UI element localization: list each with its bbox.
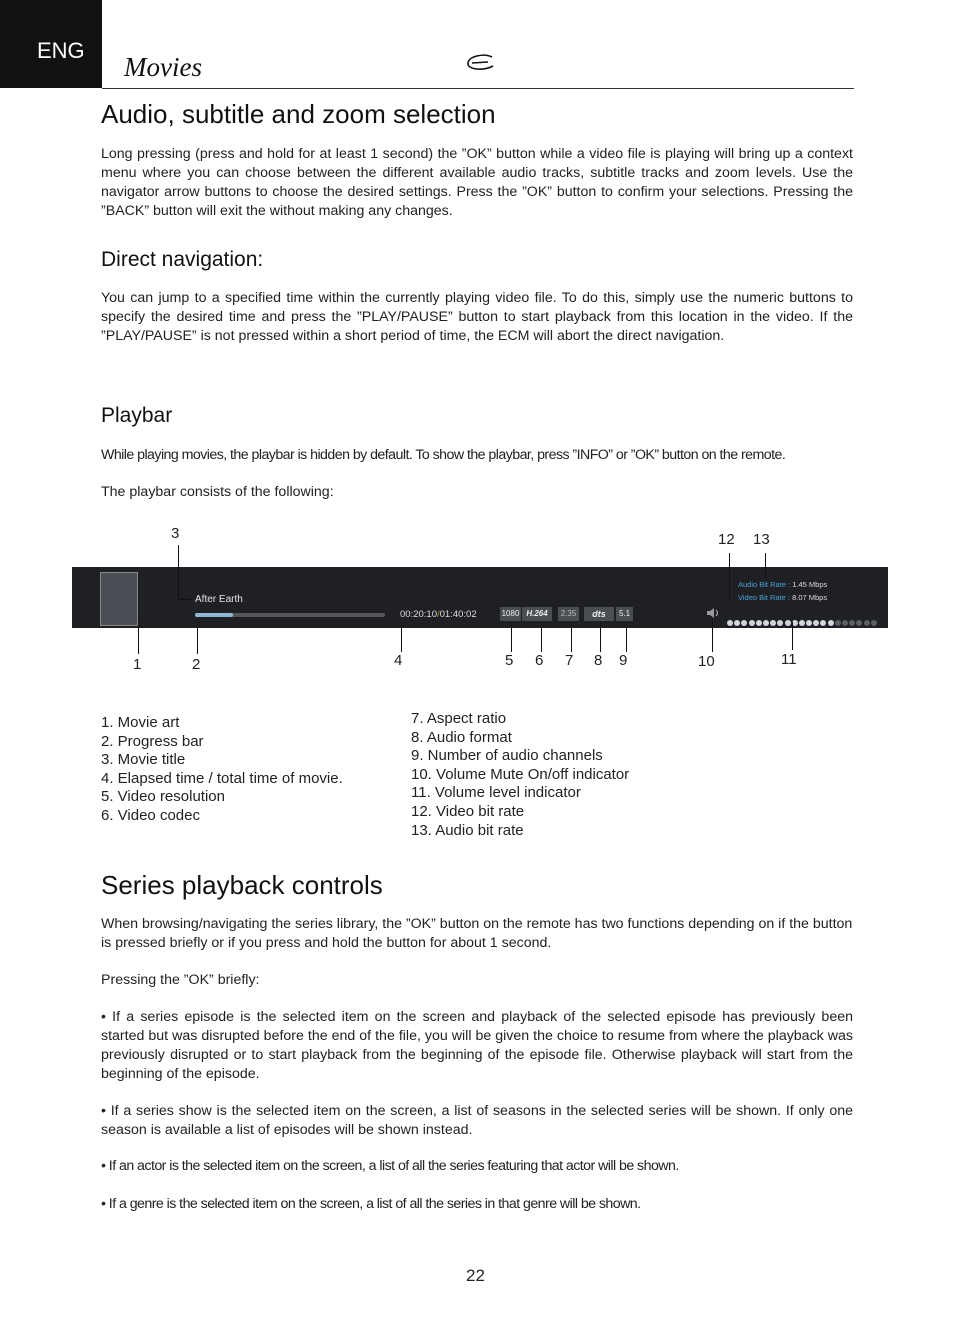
legend-item: 7. Aspect ratio [411,710,507,727]
callout-line-8 [600,622,601,652]
volume-level-indicator [727,611,878,630]
legend-item: 9. Number of audio channels [411,747,603,765]
playbar-movie-title: After Earth [195,594,243,605]
volume-dot [741,620,747,626]
series-bullet-actor: • If an actor is the selected item on the screen, a list of all the series featuring that actor will be shown. [101,1158,679,1174]
audio-bit-rate [738,580,827,589]
codec-badge: H.264 [522,607,552,621]
volume-dot [820,620,826,626]
volume-dot [785,620,791,626]
playbar-consists: The playbar consists of the following: [101,484,334,500]
legend-item: 8. Audio format [411,728,512,746]
volume-dot [777,620,783,626]
callout-line-9 [626,622,627,652]
callout-number-8: 8 [594,652,603,669]
volume-dot [813,620,819,626]
callout-line-10 [712,622,713,652]
resolution-badge: 1080 [500,607,521,621]
callout-line-3b [178,599,192,600]
video-bit-rate [738,593,827,602]
elapsed-time [400,609,477,620]
series-bullet-genre: • If a genre is the selected item on the screen, a list of all the series in that genre will be shown. [101,1196,641,1212]
legend-item: 5. Video resolution [101,788,225,806]
language-label: ENG [37,38,85,63]
total-value: 01:40:02 [439,609,477,620]
callout-number-4: 4 [394,652,403,669]
video-rate-label: Video Bit Rate : [738,593,790,602]
callout-line-3 [178,545,179,599]
speaker-icon [706,607,720,622]
callout-number-10: 10 [698,653,715,670]
video-rate-value: 8.07 Mbps [792,593,828,602]
callout-line-6 [541,622,542,652]
audio-rate-value: 1.45 Mbps [792,580,828,589]
callout-number-3: 3 [171,525,180,542]
volume-dot [763,620,769,626]
audio-format-badge: dts [584,607,614,621]
callout-number-7: 7 [565,652,574,669]
volume-dot [871,620,877,626]
legend-left [101,714,343,826]
legend-item: 13. Audio bit rate [411,821,524,839]
page-number: 22 [466,1266,485,1285]
language-tab [0,0,102,88]
callout-number-13: 13 [753,531,770,548]
direct-nav-heading: Direct navigation: [101,248,264,271]
callout-line-7 [571,622,572,652]
legend-item: 1. Movie art [101,714,180,731]
audio-section-body: Long pressing (press and hold for at least 1 second) the ”OK” button while a video file is playing will bring up a context menu where you can choose between the different available audio tracks, subtitle tracks and zoom levels. Use the navigator arrow buttons to choose the desired settings. Press the ”OK” button to confirm your selections. Pressing the ”BACK” button will exit the without making any changes. [101,146,853,219]
callout-line-5 [511,622,512,652]
callout-number-5: 5 [505,652,514,669]
callout-line-13 [765,553,766,578]
callout-number-12: 12 [718,531,735,548]
legend-item: 11. Volume level indicator [411,784,581,802]
volume-dot [756,620,762,626]
elapsed-value: 00:20:10 [400,609,437,620]
legend-item: 4. Elapsed time / total time of movie. [101,769,343,787]
volume-dot [734,620,740,626]
channels-badge: 5.1 [616,607,633,621]
volume-dot [864,620,870,626]
legend-item: 2. Progress bar [101,732,204,750]
progress-fill [195,613,233,617]
time-separator: / [436,609,440,620]
callout-line-12 [729,553,730,599]
volume-dot [842,620,848,626]
audio-section-heading: Audio, subtitle and zoom selection [101,99,496,129]
direct-nav-body: You can jump to a specified time within the currently playing video file. To do this, simply use the numeric buttons to specify the desired time and press the ”PLAY/PAUSE” button to start playback from this location in the video. If the ”PLAY/PAUSE” is not pressed within a short period of time, the ECM will abort the direct navigation. [101,290,853,344]
series-body: When browsing/navigating the series library, the ”OK” button on the remote has two functions depending on if the button is pressed briefly or if you press and hold the button for about 1 second. [101,916,853,951]
callout-line-11 [792,622,793,650]
callout-number-2: 2 [192,656,201,673]
legend-item: 12. Video bit rate [411,802,525,820]
series-pressing: Pressing the ”OK” briefly: [101,972,260,988]
callout-number-6: 6 [535,652,544,669]
series-section-heading: Series playback controls [101,870,383,900]
movie-art [100,572,138,626]
audio-rate-label: Audio Bit Rate : [738,580,791,589]
aspect-badge: 2.35 [558,607,579,621]
callout-line-1 [138,622,139,654]
volume-dot [835,620,841,626]
callout-number-1: 1 [133,656,142,673]
legend-item: 10. Volume Mute On/off indicator [411,765,630,783]
series-bullet-show: • If a series show is the selected item on the screen, a list of seasons in the selected series will be shown. If only one season is available a list of episodes will be shown instead. [101,1103,853,1138]
volume-dot [727,620,733,626]
ecm-logo-icon [466,54,496,72]
playbar-intro: While playing movies, the playbar is hidden by default. To show the playbar, press ”INFO” or ”OK” button on the remote. [101,447,786,463]
section-title: Movies [124,52,202,82]
callout-number-9: 9 [619,652,628,669]
volume-dot [799,620,805,626]
legend-item: 3. Movie title [101,751,186,769]
legend-right [411,710,629,840]
playbar-heading: Playbar [101,404,173,427]
volume-dot [828,620,834,626]
volume-dot [770,620,776,626]
header-rule [102,88,854,89]
volume-dot [749,620,755,626]
series-bullet-episode: • If a series episode is the selected item on the screen and playback of the selected episode has previously been started but was disrupted before the end of the file, you will be given the choice to resume from where the playback was previously disrupted or to start playback from the beginning of the episode file. Otherwise playback will start from the beginning of the episode. [101,1009,853,1082]
progress-bar [195,613,385,617]
legend-item: 6. Video codec [101,806,200,824]
volume-dot [856,620,862,626]
callout-line-4 [401,622,402,652]
callout-line-2 [197,622,198,654]
callout-number-11: 11 [781,651,797,668]
volume-dot [806,620,812,626]
volume-dot [849,620,855,626]
